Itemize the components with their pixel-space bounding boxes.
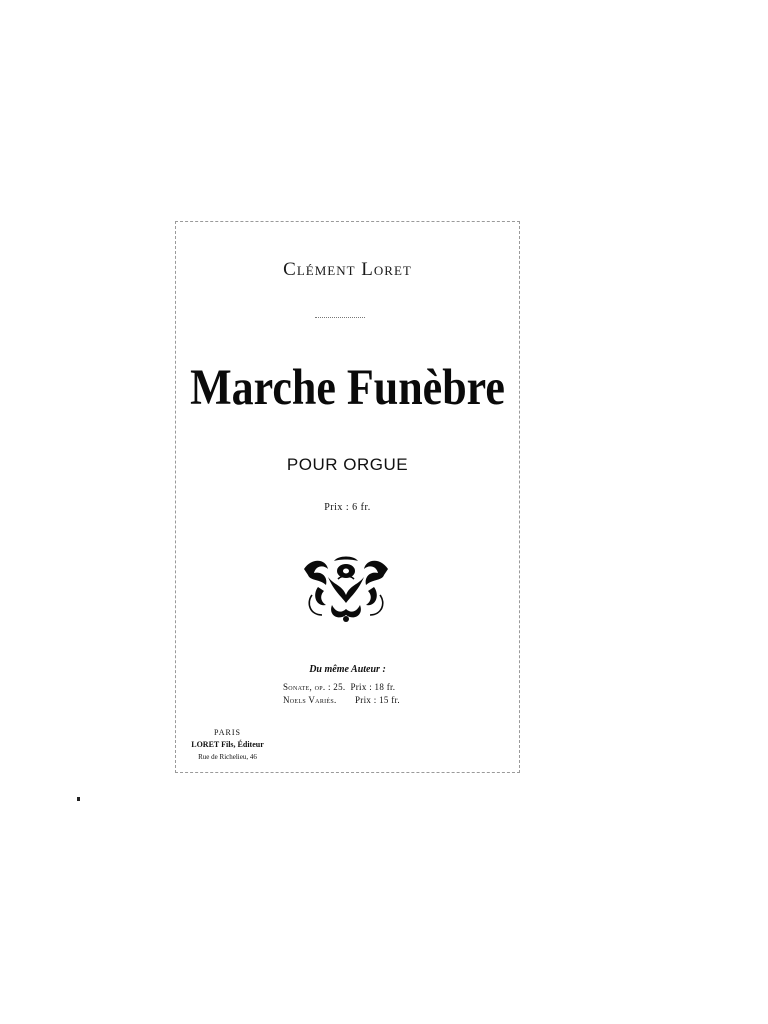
same-author-heading: Du même Auteur : bbox=[309, 664, 386, 675]
publisher-address: Rue de Richelieu, 46 bbox=[198, 753, 257, 761]
price-label: Prix : 6 fr. bbox=[324, 502, 371, 513]
dotted-divider bbox=[315, 317, 365, 318]
composer-name: Clément Loret bbox=[283, 259, 412, 280]
work-price: Prix : 18 fr. bbox=[350, 682, 396, 692]
work-name: Sonate, op. : 25. bbox=[283, 682, 346, 692]
list-item bbox=[283, 694, 400, 707]
list-item bbox=[283, 681, 400, 694]
publisher-name: LORET Fils, Éditeur bbox=[191, 740, 264, 749]
floral-vignette-icon bbox=[298, 555, 394, 625]
scan-speck bbox=[77, 797, 80, 801]
work-title: Marche Funèbre bbox=[190, 359, 505, 416]
other-works-list bbox=[283, 681, 400, 707]
work-price: Prix : 15 fr. bbox=[355, 695, 400, 705]
publisher-city: PARIS bbox=[214, 728, 241, 737]
publisher-imprint bbox=[180, 727, 275, 763]
instrument-subtitle: POUR ORGUE bbox=[286, 455, 409, 474]
work-name: Noels Variés. bbox=[283, 695, 337, 705]
